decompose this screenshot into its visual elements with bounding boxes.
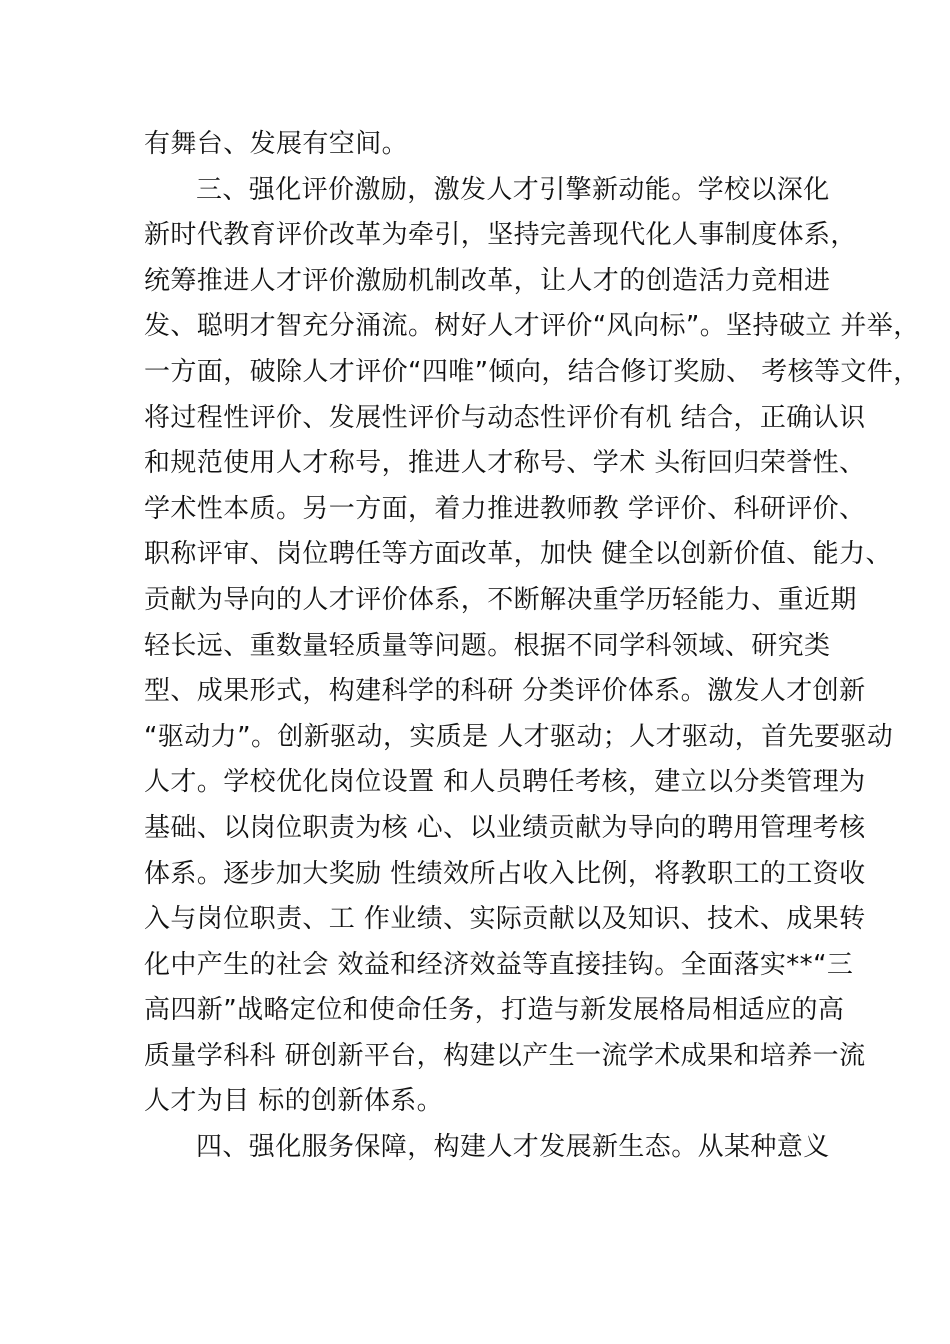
text-line: 高四新”战略定位和使命任务，打造与新发展格局相适应的高 [144,995,845,1026]
text-line: 贡献为导向的人才评价体系，不断解决重学历轻能力、重近期 [144,584,857,615]
text-line: 基础、以岗位职责为核 心、以业绩贡献为导向的聘用管理考核 [144,812,866,843]
text-line: 一方面，破除人才评价“四唯”倾向，结合修订奖励、 考核等文件， [144,356,920,387]
text-line: 将过程性评价、发展性评价与动态性评价有机 结合，正确认识 [144,402,866,433]
text-line: 人才。学校优化岗位设置 和人员聘任考核，建立以分类管理为 [144,767,866,798]
text-line: 统筹推进人才评价激励机制改革，让人才的创造活力竞相进 [144,265,831,296]
section-heading-line: 三、强化评价激励，激发人才引擎新动能。学校以深化 [196,174,830,205]
text-line: 职称评审、岗位聘任等方面改革，加快 健全以创新价值、能力、 [144,539,892,570]
text-line: 学术性本质。另一方面，着力推进教师教 学评价、科研评价、 [144,493,866,524]
text-line: 体系。逐步加大奖励 性绩效所占收入比例，将教职工的工资收 [144,858,866,889]
text-line: 发、聪明才智充分涌流。树好人才评价“风向标”。坚持破立 并举， [144,311,920,342]
text-line: 化中产生的社会 效益和经济效益等直接挂钩。全面落实**“三 [144,949,854,980]
text-line: 人才为目 标的创新体系。 [144,1086,444,1117]
text-line: 入与岗位职责、工 作业绩、实际贡献以及知识、技术、成果转 [144,904,866,935]
text-line: 轻长远、重数量轻质量等问题。根据不同学科领域、研究类 [144,630,831,661]
body-text [144,122,920,1171]
text-line: 型、成果形式，构建科学的科研 分类评价体系。激发人才创新 [144,676,866,707]
text-line: 和规范使用人才称号，推进人才称号、学术 头衔回归荣誉性、 [144,448,866,479]
text-line: 有舞台、发展有空间。 [144,129,409,159]
text-line: “驱动力”。创新驱动，实质是 人才驱动；人才驱动，首先要驱动 [144,721,894,752]
text-line: 质量学科科 研创新平台，构建以产生一流学术成果和培养一流 [144,1040,866,1071]
text-line: 新时代教育评价改革为牵引，坚持完善现代化人事制度体系， [144,220,857,251]
section-heading-line: 四、强化服务保障，构建人才发展新生态。从某种意义 [196,1132,830,1163]
